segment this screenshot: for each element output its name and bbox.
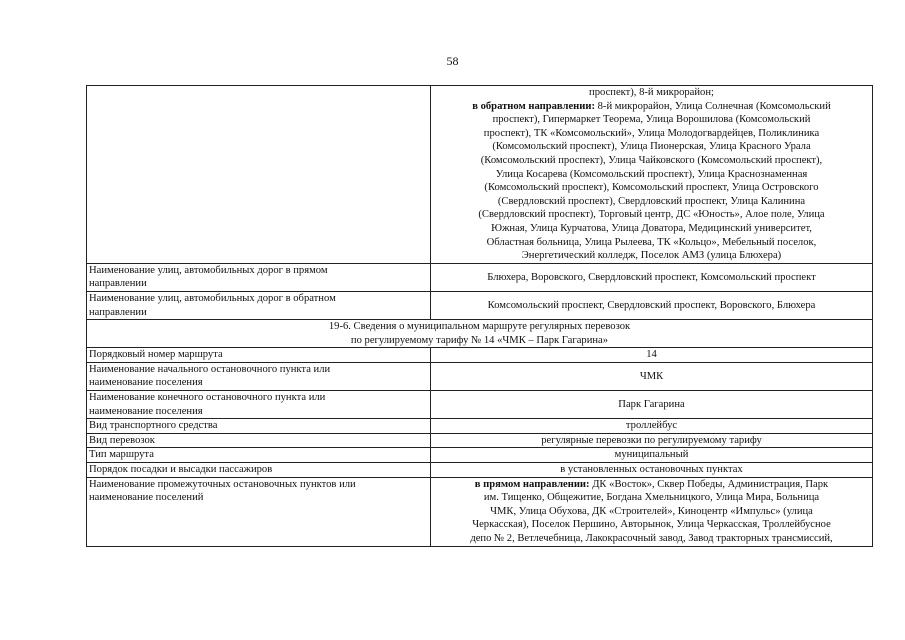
- reverse-stops-text: [433, 100, 870, 263]
- row-value: регулярные перевозки по регулируемому тарифу: [431, 433, 873, 448]
- reverse-direction-stops: [431, 86, 873, 264]
- table-row: [87, 448, 873, 463]
- row-value: 14: [431, 348, 873, 363]
- table-row: [87, 86, 873, 264]
- section-heading: 19-6. Сведения о муниципальном маршруте регулярных перевозок по регулируемому тарифу № 14 «ЧМК – Парк Гагарина»: [87, 320, 873, 348]
- row-label: Наименование улиц, автомобильных дорог в прямом направлении: [87, 263, 431, 291]
- table-row: [87, 263, 873, 291]
- row-value: в установленных остановочных пунктах: [431, 463, 873, 478]
- row-value: муниципальный: [431, 448, 873, 463]
- forward-stops-list: ДК «Восток», Сквер Победы, Администрация, Парк им. Тищенко, Общежитие, Богдана Хмельницкого, Улица Мира, Больница ЧМК, Улица Обухова, ДК «Строителей», Киноцентр «Импульс» (улица Черкасская), Поселок Першино, Авторынок, Улица Черкасская, Троллейбусное депо № 2, Ветлечебница, Лакокрасочный завод, Завод тракторных трансмиссий,: [470, 478, 833, 544]
- route-table: [86, 85, 873, 547]
- table-row: [87, 419, 873, 434]
- table-row: [87, 477, 873, 546]
- reverse-stops-list: 8-й микрорайон, Улица Солнечная (Комсомольский проспект), Гипермаркет Теорема, Улица Ворошилова (Комсомольский проспект), ТК «Комсомольский», Улица Молодогвардейцев, Поликлиника (Комсомольский проспект), Улица Пионерская, Улица Красного Урала (Комсомольский проспект), Улица Чайковского (Комсомольский проспект), Улица Косарева (Комсомольский проспект), Улица Краснознаменная (Комсомольский проспект), Комсомольский проспект, Улица Островского (Свердловский проспект), Свердловский проспект, Улица Калинина (Свердловский проспект), Торговый центр, ДС «Юность», Алое поле, Улица Южная, Улица Курчатова, Улица Доватора, Медицинский университет, Областная больница, Улица Рылеева, ТК «Кольцо», Мебельный поселок, Энергетический колледж, Поселок АМЗ (улица Блюхера): [478, 100, 831, 262]
- row-label: Наименование конечного остановочного пункта или наименование поселения: [87, 391, 431, 419]
- row-label: Наименование промежуточных остановочных пунктов или наименование поселений: [87, 477, 431, 546]
- table-row: [87, 433, 873, 448]
- intermediate-stops: [431, 477, 873, 546]
- row-value: Парк Гагарина: [431, 391, 873, 419]
- reverse-direction-label: в обратном направлении:: [472, 100, 595, 112]
- row-label: Тип маршрута: [87, 448, 431, 463]
- row-value: троллейбус: [431, 419, 873, 434]
- table-row: [87, 291, 873, 319]
- row-label: Наименование начального остановочного пункта или наименование поселения: [87, 362, 431, 390]
- table-row: [87, 348, 873, 363]
- row-label: Наименование улиц, автомобильных дорог в обратном направлении: [87, 291, 431, 319]
- table-row: [87, 391, 873, 419]
- table-row: [87, 463, 873, 478]
- row-label: Вид перевозок: [87, 433, 431, 448]
- table-row: [87, 362, 873, 390]
- row-label: Вид транспортного средства: [87, 419, 431, 434]
- row-value: Комсомольский проспект, Свердловский проспект, Воровского, Блюхера: [431, 291, 873, 319]
- row-value: ЧМК: [431, 362, 873, 390]
- page-number: 58: [446, 54, 459, 68]
- stops-continuation: проспект), 8-й микрорайон;: [589, 87, 714, 98]
- row-value: Блюхера, Воровского, Свердловский проспект, Комсомольский проспект: [431, 263, 873, 291]
- row-label: Порядковый номер маршрута: [87, 348, 431, 363]
- forward-direction-label: в прямом направлении:: [474, 478, 590, 490]
- row-label: Порядок посадки и высадки пассажиров: [87, 463, 431, 478]
- empty-cell: [87, 86, 431, 264]
- section-heading-row: [87, 320, 873, 348]
